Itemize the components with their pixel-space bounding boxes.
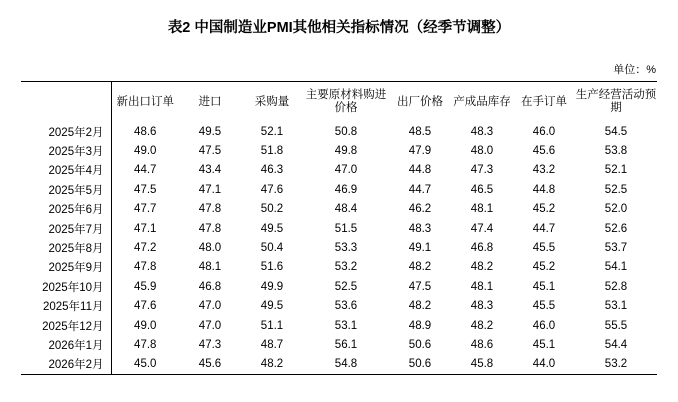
cell-export-orders: 47.7 bbox=[134, 203, 157, 216]
cell-finished-goods-inventory: 48.6 bbox=[470, 338, 494, 351]
cell-input-prices: 51.5 bbox=[334, 222, 358, 235]
cell-purchase-volume: 48.7 bbox=[260, 338, 284, 351]
cell-purchase-volume: 51.1 bbox=[260, 319, 284, 332]
cell-input-prices: 46.9 bbox=[334, 183, 358, 196]
cell-finished-goods-inventory: 46.8 bbox=[470, 242, 494, 255]
cell-imports: 47.8 bbox=[198, 203, 222, 216]
cell-backlog-orders: 45.2 bbox=[532, 203, 556, 216]
cell-export-orders: 47.6 bbox=[134, 300, 157, 313]
cell-finished-goods-inventory: 46.5 bbox=[470, 183, 494, 196]
cell-imports: 47.3 bbox=[198, 338, 222, 351]
cell-export-orders: 45.9 bbox=[134, 280, 157, 293]
column-header-expectations: 生产经营活动预期 bbox=[575, 89, 657, 114]
row-label: 2025年5月 bbox=[21, 180, 111, 199]
table-row bbox=[21, 277, 657, 296]
cell-finished-goods-inventory: 48.2 bbox=[470, 261, 494, 274]
cell-expectations: 54.5 bbox=[604, 125, 628, 138]
cell-output-prices: 49.1 bbox=[408, 242, 432, 255]
cell-imports: 47.1 bbox=[198, 183, 222, 196]
table-row bbox=[21, 180, 657, 199]
cell-input-prices: 48.4 bbox=[334, 203, 358, 216]
cell-expectations: 55.5 bbox=[604, 319, 628, 332]
cell-export-orders: 47.1 bbox=[134, 222, 157, 235]
cell-imports: 47.5 bbox=[198, 145, 222, 158]
cell-imports: 46.8 bbox=[198, 280, 222, 293]
cell-input-prices: 49.8 bbox=[334, 145, 358, 158]
cell-purchase-volume: 46.3 bbox=[260, 164, 284, 177]
row-label: 2025年3月 bbox=[21, 141, 111, 160]
cell-backlog-orders: 45.1 bbox=[532, 280, 556, 293]
cell-input-prices: 54.8 bbox=[334, 358, 358, 371]
cell-input-prices: 53.1 bbox=[334, 319, 358, 332]
cell-export-orders: 47.5 bbox=[134, 183, 157, 196]
cell-expectations: 52.0 bbox=[604, 203, 628, 216]
cell-output-prices: 48.2 bbox=[408, 261, 432, 274]
cell-finished-goods-inventory: 48.3 bbox=[470, 300, 494, 313]
cell-imports: 45.6 bbox=[198, 358, 222, 371]
cell-output-prices: 50.6 bbox=[408, 338, 432, 351]
cell-expectations: 54.4 bbox=[604, 338, 628, 351]
cell-finished-goods-inventory: 48.2 bbox=[470, 319, 494, 332]
column-header-finished-goods-inventory: 产成品库存 bbox=[453, 95, 511, 108]
cell-output-prices: 44.8 bbox=[408, 164, 432, 177]
page-title: 表2 中国制造业PMI其他相关指标情况（经季节调整） bbox=[167, 20, 511, 36]
column-header-imports: 进口 bbox=[198, 95, 222, 108]
table-row bbox=[21, 258, 657, 277]
row-label: 2025年4月 bbox=[21, 161, 111, 180]
cell-finished-goods-inventory: 47.4 bbox=[470, 222, 494, 235]
cell-imports: 47.8 bbox=[198, 222, 222, 235]
cell-output-prices: 50.6 bbox=[408, 358, 432, 371]
table-corner-header bbox=[21, 82, 111, 123]
cell-backlog-orders: 44.8 bbox=[532, 183, 556, 196]
cell-output-prices: 48.3 bbox=[408, 222, 432, 235]
table-body bbox=[21, 122, 657, 375]
cell-finished-goods-inventory: 48.1 bbox=[470, 203, 494, 216]
unit-note: 单位：% bbox=[613, 64, 656, 76]
cell-output-prices: 47.9 bbox=[408, 145, 432, 158]
cell-finished-goods-inventory: 48.1 bbox=[470, 280, 494, 293]
cell-expectations: 52.1 bbox=[604, 164, 628, 177]
cell-finished-goods-inventory: 45.8 bbox=[470, 358, 494, 371]
cell-output-prices: 44.7 bbox=[408, 183, 432, 196]
cell-purchase-volume: 49.9 bbox=[260, 280, 284, 293]
cell-output-prices: 46.2 bbox=[408, 203, 432, 216]
cell-input-prices: 50.8 bbox=[334, 125, 358, 138]
cell-purchase-volume: 50.2 bbox=[260, 203, 284, 216]
cell-export-orders: 45.0 bbox=[134, 358, 157, 371]
cell-backlog-orders: 45.5 bbox=[532, 242, 556, 255]
cell-purchase-volume: 47.6 bbox=[260, 183, 284, 196]
table-row bbox=[21, 335, 657, 354]
row-label: 2025年8月 bbox=[21, 238, 111, 257]
cell-purchase-volume: 50.4 bbox=[260, 242, 284, 255]
row-label: 2025年6月 bbox=[21, 200, 111, 219]
cell-input-prices: 47.0 bbox=[334, 164, 358, 177]
table-row bbox=[21, 141, 657, 160]
table-row bbox=[21, 238, 657, 257]
table-row bbox=[21, 122, 657, 141]
cell-backlog-orders: 45.6 bbox=[532, 145, 556, 158]
cell-output-prices: 48.5 bbox=[408, 125, 432, 138]
cell-input-prices: 52.5 bbox=[334, 280, 358, 293]
row-label: 2025年2月 bbox=[21, 122, 111, 141]
table-row bbox=[21, 200, 657, 219]
cell-export-orders: 44.7 bbox=[134, 164, 157, 177]
cell-imports: 43.4 bbox=[198, 164, 222, 177]
cell-export-orders: 48.6 bbox=[134, 125, 157, 138]
cell-backlog-orders: 45.5 bbox=[532, 300, 556, 313]
cell-imports: 47.0 bbox=[198, 319, 222, 332]
cell-expectations: 54.1 bbox=[604, 261, 628, 274]
cell-expectations: 53.7 bbox=[604, 242, 628, 255]
cell-imports: 49.5 bbox=[198, 125, 222, 138]
row-label: 2026年2月 bbox=[21, 355, 111, 375]
cell-purchase-volume: 49.5 bbox=[260, 300, 284, 313]
cell-output-prices: 48.9 bbox=[408, 319, 432, 332]
cell-export-orders: 47.2 bbox=[134, 242, 157, 255]
row-label: 2025年11月 bbox=[21, 297, 111, 316]
cell-output-prices: 47.5 bbox=[408, 280, 432, 293]
table-row bbox=[21, 355, 657, 375]
cell-export-orders: 49.0 bbox=[134, 319, 157, 332]
cell-expectations: 52.8 bbox=[604, 280, 628, 293]
cell-input-prices: 56.1 bbox=[334, 338, 358, 351]
cell-backlog-orders: 45.1 bbox=[532, 338, 556, 351]
table-row bbox=[21, 161, 657, 180]
cell-backlog-orders: 44.0 bbox=[532, 358, 556, 371]
table-row bbox=[21, 297, 657, 316]
cell-output-prices: 48.2 bbox=[408, 300, 432, 313]
row-label: 2025年12月 bbox=[21, 316, 111, 335]
cell-backlog-orders: 43.2 bbox=[532, 164, 556, 177]
cell-expectations: 53.2 bbox=[604, 358, 628, 371]
cell-purchase-volume: 52.1 bbox=[260, 125, 284, 138]
row-label: 2025年10月 bbox=[21, 277, 111, 296]
cell-expectations: 52.6 bbox=[604, 222, 628, 235]
column-header-output-prices: 出厂价格 bbox=[397, 95, 443, 108]
row-label: 2025年9月 bbox=[21, 258, 111, 277]
table-row bbox=[21, 219, 657, 238]
cell-backlog-orders: 46.0 bbox=[532, 319, 556, 332]
cell-imports: 48.1 bbox=[198, 261, 222, 274]
pmi-table bbox=[21, 81, 657, 375]
cell-finished-goods-inventory: 48.0 bbox=[470, 145, 494, 158]
cell-imports: 48.0 bbox=[198, 242, 222, 255]
cell-export-orders: 47.8 bbox=[134, 338, 157, 351]
column-header-purchase-volume: 采购量 bbox=[254, 95, 290, 108]
cell-purchase-volume: 51.6 bbox=[260, 261, 284, 274]
cell-purchase-volume: 51.8 bbox=[260, 145, 284, 158]
cell-purchase-volume: 48.2 bbox=[260, 358, 284, 371]
cell-finished-goods-inventory: 48.3 bbox=[470, 125, 494, 138]
cell-input-prices: 53.3 bbox=[334, 242, 358, 255]
cell-input-prices: 53.6 bbox=[334, 300, 358, 313]
row-label: 2025年7月 bbox=[21, 219, 111, 238]
cell-export-orders: 49.0 bbox=[134, 145, 157, 158]
cell-imports: 47.0 bbox=[198, 300, 222, 313]
cell-expectations: 53.1 bbox=[604, 300, 628, 313]
cell-backlog-orders: 44.7 bbox=[532, 222, 556, 235]
column-header-backlog-orders: 在手订单 bbox=[521, 95, 567, 108]
cell-backlog-orders: 46.0 bbox=[532, 125, 556, 138]
table-header-row bbox=[21, 82, 657, 123]
cell-purchase-volume: 49.5 bbox=[260, 222, 284, 235]
row-label: 2026年1月 bbox=[21, 335, 111, 354]
cell-input-prices: 53.2 bbox=[334, 261, 358, 274]
cell-expectations: 52.5 bbox=[604, 183, 628, 196]
cell-backlog-orders: 45.2 bbox=[532, 261, 556, 274]
cell-finished-goods-inventory: 47.3 bbox=[470, 164, 494, 177]
cell-export-orders: 47.8 bbox=[134, 261, 157, 274]
table-row bbox=[21, 316, 657, 335]
column-header-input-prices: 主要原材料购进价格 bbox=[305, 89, 387, 114]
cell-expectations: 53.8 bbox=[604, 145, 628, 158]
column-header-export-orders: 新出口订单 bbox=[116, 95, 174, 108]
